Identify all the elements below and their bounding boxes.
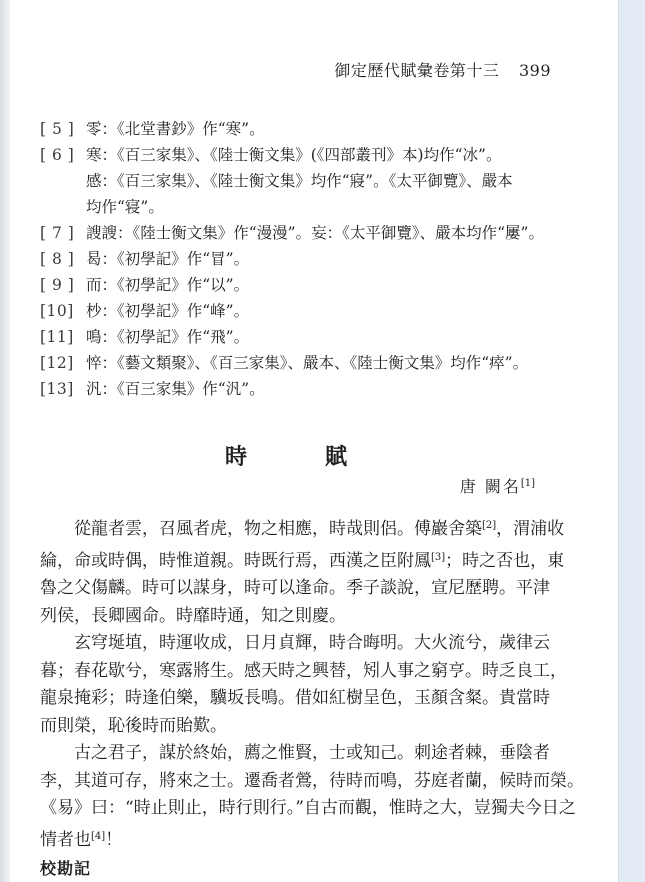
poem-title: 時 賦 [224, 444, 375, 470]
note-line: 零：《北堂書鈔》作“寒”。 [86, 120, 265, 138]
poem-author [460, 474, 535, 497]
poem-line-text: 魯之父傷麟。時可以謀身，時可以逢命。季子談說，宣尼歷聘。平津 [40, 578, 550, 598]
poem-line [40, 512, 565, 544]
poem-line-text: 《易》曰：“時止則止，時行則行。”自古而觀，惟時之大，豈獨夫今日之 [40, 798, 576, 818]
note-text [86, 220, 580, 246]
note-line: 曷：《初學記》作“冒”。 [86, 250, 250, 268]
note-line: 感：《百三家集》、《陸士衡文集》均作“寢”。《太平御覽》、嚴本 [86, 172, 513, 190]
poem-line-text-after: ；時之否也，東 [445, 550, 565, 571]
header-title: 御定歷代賦彙卷第十三 [334, 61, 500, 80]
note-number: [ 8 ] [40, 250, 75, 268]
poem-paragraph [40, 512, 565, 630]
poem-line-text: 暮；春花歇兮，寒露將生。感天時之興替，矧人事之窮亨。時乏良工， [40, 660, 567, 681]
note-text [86, 298, 580, 324]
note-item [40, 142, 580, 220]
footnote-ref: [4] [91, 830, 106, 842]
poem-line-text: 玄穹埏埴，時運收成，日月貞輝，時合晦明。大火流兮，歲律云 [74, 633, 550, 653]
note-text [86, 350, 580, 376]
page-right-margin [618, 0, 645, 882]
poem-line-text: 古之君子，謀於終始，薦之惟賢，士或知己。刺途者棘，垂陰者 [74, 743, 550, 763]
poem-line-text: 李，其道可存，將來之士。遷喬者鶯，待時而鳴，芬庭者蘭，候時而榮。 [40, 770, 584, 791]
note-item [40, 272, 580, 298]
poem-line [40, 575, 562, 603]
poem-body [40, 512, 584, 854]
note-item [40, 298, 580, 324]
poem-line [40, 630, 562, 658]
poem-line [40, 740, 562, 768]
poem-line [40, 685, 562, 713]
note-line: 汎：《百三家集》作“汎”。 [86, 380, 265, 398]
poem-line-text: 列侯，長卿國命。時靡時通，知之則慶。 [40, 605, 346, 626]
note-item [40, 324, 580, 350]
note-text [86, 272, 580, 298]
poem-line-text: 從龍者雲，召風者虎，物之相應，時哉則侶。傅巖舍築 [74, 519, 482, 539]
footnote-ref: [3] [431, 551, 446, 563]
note-text [86, 376, 580, 402]
note-line: 謏謏：《陸士衡文集》作“漫漫”。妄：《太平御覽》、嚴本均作“屢”。 [86, 224, 544, 242]
poem-line [40, 658, 567, 686]
poem-line-text-after: ，渭浦收 [496, 519, 565, 539]
note-text [86, 246, 580, 272]
note-item [40, 376, 580, 402]
note-text [86, 324, 580, 350]
note-number: [ 5 ] [40, 120, 75, 138]
note-item [40, 246, 580, 272]
poem-line [40, 713, 562, 741]
author-name: 唐 闕名 [459, 477, 521, 496]
poem-paragraph [40, 740, 584, 854]
poem-line [40, 768, 584, 796]
note-line: 而：《初學記》作“以”。 [86, 276, 250, 294]
note-number: [ 9 ] [40, 276, 75, 294]
note-number: [12] [40, 354, 74, 372]
note-text [86, 142, 580, 220]
poem-line [40, 823, 562, 855]
poem-line-text: 綸，命或時偶，時惟道親。時既行焉，西漢之臣附鳳 [40, 550, 431, 571]
author-footnote-ref: [1] [520, 478, 535, 489]
note-number: [10] [40, 302, 74, 320]
collation-notes [40, 116, 580, 402]
note-line: 均作“寝”。 [86, 198, 164, 216]
note-item [40, 116, 580, 142]
note-text [86, 116, 580, 142]
poem-line-text: 龍泉掩彩；時逢伯樂，驥坂長鳴。借如紅樹呈色，玉顏含粲。貴當時 [40, 688, 550, 708]
note-number: [ 6 ] [40, 146, 75, 164]
note-item [40, 350, 580, 376]
note-line: 鳴：《初學記》作“飛”。 [86, 328, 250, 346]
footnote-ref: [2] [482, 520, 497, 531]
note-number: [13] [40, 380, 74, 398]
section-heading: 校勘記 [40, 859, 92, 878]
note-line: 悴：《藝文類聚》、《百三家集》、嚴本、《陸士衡文集》均作“瘁”。 [86, 354, 529, 372]
running-header [334, 58, 551, 81]
note-line: 寒：《百三家集》、《陸士衡文集》(《四部叢刊》本)均作“冰”。 [86, 146, 502, 164]
poem-line [40, 795, 576, 823]
poem-line-text: 情者也 [40, 829, 91, 850]
note-number: [11] [40, 328, 74, 346]
note-number: [ 7 ] [40, 224, 75, 242]
poem-line [40, 544, 565, 576]
note-item [40, 220, 580, 246]
page-number: 399 [518, 61, 551, 80]
poem-line [40, 603, 562, 631]
poem-line-text-after: ！ [105, 829, 123, 850]
note-line: 杪：《初學記》作“峰”。 [86, 302, 250, 320]
poem-paragraph [40, 630, 567, 740]
poem-line-text: 而則榮，恥後時而貽歎。 [40, 715, 227, 736]
